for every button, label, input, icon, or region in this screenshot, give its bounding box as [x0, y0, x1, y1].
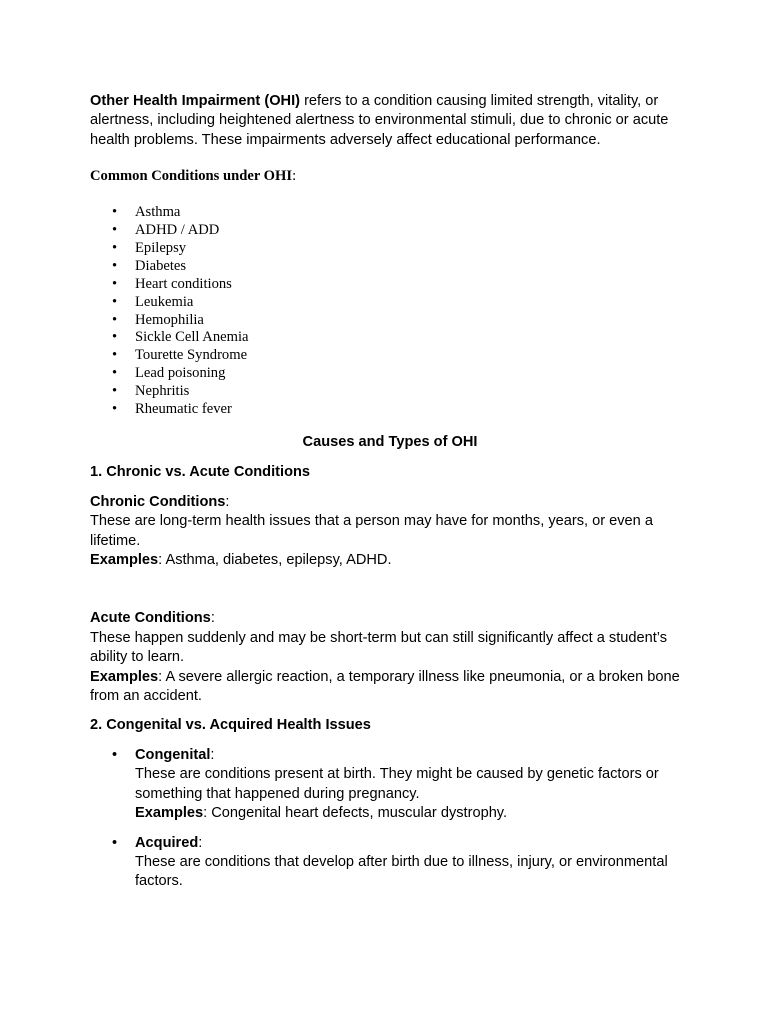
congenital-examples [135, 804, 690, 823]
acute-colon: : [210, 610, 215, 627]
list-item-label: Tourette Syndrome [135, 347, 248, 364]
congenital-examples-text: : Congenital heart defects, muscular dystrophy. [203, 805, 508, 822]
acute-description: These happen suddenly and may be short-term but can still significantly affect a student’s ability to learn. [90, 629, 668, 666]
chronic-examples-text: : Asthma, diabetes, epilepsy, ADHD. [158, 552, 392, 569]
bullet-icon: • [112, 365, 118, 382]
congenital-colon: : [210, 746, 215, 763]
chronic-examples [90, 551, 690, 570]
section2-heading [90, 716, 690, 735]
acute-conditions-block [90, 609, 690, 706]
chronic-colon: : [225, 493, 230, 510]
list-item-label: Lead poisoning [135, 365, 226, 382]
list-item [90, 401, 690, 419]
chronic-examples-label: Examples [90, 552, 159, 569]
list-item-congenital [90, 746, 690, 824]
bullet-icon: • [112, 257, 118, 274]
bullet-icon: • [112, 239, 118, 256]
bullet-icon: • [112, 293, 118, 310]
list-item-acquired [90, 834, 690, 892]
list-item-label: Leukemia [135, 293, 194, 310]
acquired-label-line [135, 834, 690, 853]
acute-label: Acute Conditions [90, 610, 211, 627]
causes-title-text: Causes and Types of OHI [302, 434, 478, 450]
congenital-examples-label: Examples [135, 805, 204, 822]
bullet-icon: • [112, 746, 118, 763]
list-item [90, 329, 690, 347]
acquired-label: Acquired [135, 834, 199, 851]
list-item [90, 294, 690, 312]
bullet-icon: • [112, 347, 118, 364]
list-item [90, 365, 690, 383]
bullet-icon: • [112, 329, 118, 346]
bullet-icon: • [112, 311, 118, 328]
list-item-label: Asthma [135, 204, 181, 221]
acute-label-line [90, 609, 690, 628]
list-item-label: ADHD / ADD [135, 222, 220, 239]
acute-examples [90, 668, 690, 707]
list-item [90, 312, 690, 330]
chronic-label: Chronic Conditions [90, 493, 226, 510]
congenital-label: Congenital [135, 746, 211, 763]
list-item-label: Diabetes [135, 257, 187, 274]
heading-colon: : [292, 168, 297, 185]
chronic-label-line [90, 493, 690, 512]
section2-heading-text: 2. Congenital vs. Acquired Health Issues [90, 717, 371, 734]
bullet-icon: • [112, 401, 118, 418]
intro-text: refers to a condition causing limited strength, vitality, or alertness, including heightened alertness to environmental stimuli, due to chronic or acute health problems. These impairments adversely affect educational performance. [90, 93, 669, 148]
bullet-icon: • [112, 204, 118, 221]
acquired-colon: : [198, 834, 203, 851]
section1-heading-text: 1. Chronic vs. Acute Conditions [90, 464, 311, 481]
bullet-icon: • [112, 834, 118, 851]
acute-examples-text: : A severe allergic reaction, a temporary illness like pneumonia, or a broken bone from an accident. [90, 668, 680, 705]
causes-title [90, 433, 690, 452]
list-item [90, 258, 690, 276]
acute-examples-label: Examples [90, 668, 159, 685]
common-conditions-title: Common Conditions under OHI [90, 168, 293, 185]
list-item [90, 204, 690, 222]
bullet-icon: • [112, 383, 118, 400]
intro-paragraph [90, 92, 690, 150]
common-conditions-heading [90, 168, 690, 186]
list-item [90, 383, 690, 401]
bullet-icon: • [112, 222, 118, 239]
list-item-label: Sickle Cell Anemia [135, 329, 249, 346]
list-item [90, 276, 690, 294]
bullet-icon: • [112, 275, 118, 292]
document-page [90, 92, 690, 902]
list-item-label: Heart conditions [135, 275, 232, 292]
list-item-label: Epilepsy [135, 239, 187, 256]
section1-heading [90, 463, 690, 482]
congenital-label-line [135, 746, 690, 765]
list-item [90, 222, 690, 240]
congenital-acquired-list [90, 746, 690, 892]
list-item [90, 347, 690, 365]
chronic-description: These are long-term health issues that a person may have for months, years, or even a lifetime. [90, 513, 653, 549]
list-item-label: Hemophilia [135, 311, 204, 328]
acquired-description: These are conditions that develop after birth due to illness, injury, or environmental factors. [135, 853, 668, 890]
chronic-conditions-block [90, 493, 690, 571]
list-item [90, 240, 690, 258]
common-conditions-list [90, 204, 690, 419]
list-item-label: Nephritis [135, 383, 190, 400]
congenital-description: These are conditions present at birth. They might be caused by genetic factors or something that happened during pregnancy. [135, 766, 659, 802]
list-item-label: Rheumatic fever [135, 401, 232, 418]
ohi-term: Other Health Impairment (OHI) [90, 93, 301, 109]
